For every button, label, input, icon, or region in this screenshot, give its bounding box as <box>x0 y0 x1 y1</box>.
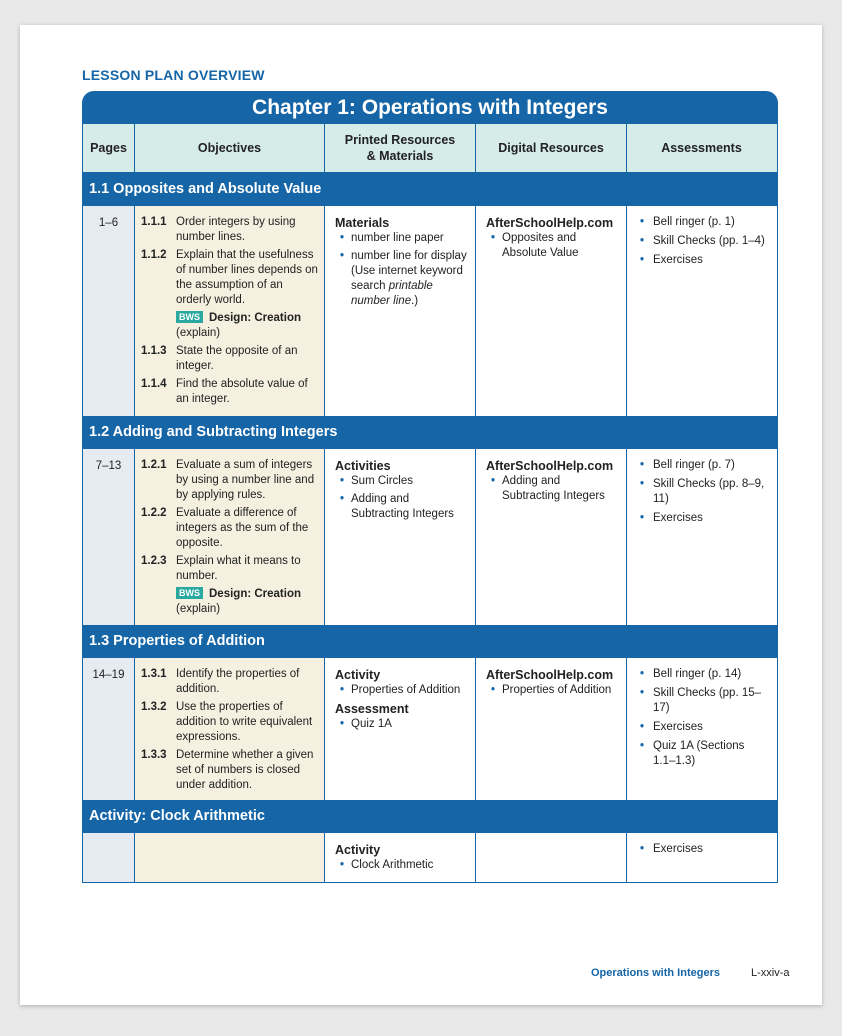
printed-list <box>335 858 467 873</box>
list-item: • Quiz 1A (Sections 1.1–1.3) <box>639 739 768 769</box>
pages-cell: 7–13 <box>83 449 135 625</box>
column-header-pages <box>83 124 135 172</box>
digital-list <box>486 231 618 261</box>
objective-number: 1.1.4 <box>141 378 167 390</box>
objective-number: 1.1.1 <box>141 216 167 228</box>
printed-resources-cell <box>325 833 476 882</box>
objective-item <box>141 700 318 745</box>
bws-badge: BWS <box>176 311 203 323</box>
printed-heading: Materials <box>335 216 390 230</box>
objective-text: Evaluate a sum of integers by using a number line and by applying rules. <box>176 459 315 501</box>
list-item: • Bell ringer (p. 7) <box>639 458 768 473</box>
pages-cell <box>83 833 135 882</box>
bws-title: Design: Creation <box>209 588 302 600</box>
footer-page-number: L-xxiv-a <box>751 967 790 979</box>
bws-badge: BWS <box>176 587 203 599</box>
list-item-text: number line for display <box>351 250 467 262</box>
list-item: • Opposites and Absolute Value <box>486 231 618 261</box>
objective-text: Order integers by using number lines. <box>176 216 296 243</box>
overview-label: LESSON PLAN OVERVIEW <box>82 67 265 83</box>
assessments-list <box>639 667 768 769</box>
printed-note-em: printable number line <box>351 280 433 307</box>
printed-list <box>335 231 467 309</box>
list-item: • number line paper <box>335 231 467 246</box>
document-page <box>20 25 822 1005</box>
printed-resources-cell <box>325 449 476 625</box>
bws-title: Design: Creation <box>209 312 302 324</box>
assessments-list <box>639 842 768 857</box>
digital-heading: AfterSchoolHelp.com <box>486 216 614 230</box>
objective-text: Identify the properties of addition. <box>176 668 300 695</box>
column-header-label: Pages <box>90 141 127 155</box>
objective-item <box>141 377 318 407</box>
objective-text: Use the properties of addition to write equivalent expressions. <box>176 701 313 743</box>
objective-item <box>141 506 318 551</box>
printed-list-2 <box>335 717 467 732</box>
section-title: 1.3 Properties of Addition <box>83 625 777 658</box>
printed-resources-cell <box>325 658 476 800</box>
objective-text: Explain what it means to number. <box>176 555 301 582</box>
printed-heading: Activity <box>335 668 381 682</box>
printed-list <box>335 683 467 698</box>
objectives-cell <box>135 833 325 882</box>
digital-resources-cell <box>476 449 627 625</box>
objective-number: 1.2.2 <box>141 507 167 519</box>
section-row <box>83 206 777 416</box>
printed-heading: Activities <box>335 459 391 473</box>
footer-title: Operations with Integers <box>591 967 720 979</box>
objective-number: 1.3.2 <box>141 701 167 713</box>
objective-item <box>141 748 318 793</box>
digital-list <box>486 683 618 698</box>
chapter-title: Chapter 1: Operations with Integers <box>82 91 778 124</box>
list-item <box>335 249 467 309</box>
objective-number: 1.2.3 <box>141 555 167 567</box>
digital-resources-cell <box>476 658 627 800</box>
objective-item <box>141 554 318 584</box>
lesson-plan-table <box>82 91 778 883</box>
section-row <box>83 658 777 800</box>
objective-text: Find the absolute value of an integer. <box>176 378 308 405</box>
list-item: • Quiz 1A <box>335 717 467 732</box>
objective-text: State the opposite of an integer. <box>176 345 298 372</box>
objectives-cell <box>135 658 325 800</box>
printed-heading: Activity <box>335 843 381 857</box>
column-header-objectives <box>135 124 325 172</box>
list-item: • Properties of Addition <box>486 683 618 698</box>
digital-list <box>486 474 618 504</box>
list-item: • Exercises <box>639 842 768 857</box>
printed-note: (Use internet keyword search <box>351 265 463 292</box>
printed-heading-2: Assessment <box>335 702 409 716</box>
objectives-cell <box>135 449 325 625</box>
objective-number: 1.1.3 <box>141 345 167 357</box>
list-item: • Skill Checks (pp. 1–4) <box>639 234 768 249</box>
section-row <box>83 449 777 625</box>
printed-note-end: .) <box>411 295 419 307</box>
list-item: • Sum Circles <box>335 474 467 489</box>
column-header-label: Assessments <box>661 141 742 155</box>
list-item: • Skill Checks (pp. 15–17) <box>639 686 768 716</box>
column-header-label: Objectives <box>197 141 262 155</box>
objective-number: 1.3.3 <box>141 749 167 761</box>
digital-resources-cell <box>476 206 627 416</box>
section-title: Activity: Clock Arithmetic <box>83 800 777 833</box>
column-header-digital <box>476 124 627 172</box>
section-title: 1.1 Opposites and Absolute Value <box>83 173 777 206</box>
digital-resources-cell <box>476 833 627 882</box>
list-item: • Exercises <box>639 511 768 526</box>
printed-list <box>335 474 467 522</box>
section-row <box>83 833 777 882</box>
bws-note <box>176 311 318 341</box>
assessments-cell <box>627 206 776 416</box>
pages-cell: 14–19 <box>83 658 135 800</box>
column-header-assessments <box>627 124 776 172</box>
bws-sub: (explain) <box>176 603 221 615</box>
list-item: • Bell ringer (p. 14) <box>639 667 768 682</box>
assessments-cell <box>627 449 776 625</box>
list-item: • Adding and Subtracting Integers <box>335 492 467 522</box>
objective-text: Explain that the usefulness of number lines depends on the assumption of an orderly world. <box>176 249 318 306</box>
objective-number: 1.3.1 <box>141 668 167 680</box>
assessments-cell <box>627 658 776 800</box>
list-item: • Skill Checks (pp. 8–9, 11) <box>639 477 768 507</box>
assessments-cell <box>627 833 776 882</box>
objective-text: Determine whether a given set of numbers is closed under addition. <box>176 749 314 791</box>
list-item: • Adding and Subtracting Integers <box>486 474 618 504</box>
objective-item <box>141 215 318 245</box>
column-header-row <box>83 124 777 173</box>
digital-heading: AfterSchoolHelp.com <box>486 459 614 473</box>
objective-item <box>141 344 318 374</box>
objective-text: Evaluate a difference of integers as the sum of the opposite. <box>176 507 309 549</box>
column-header-label: Printed Resources & Materials <box>344 133 456 163</box>
table-grid <box>82 124 778 883</box>
pages-cell: 1–6 <box>83 206 135 416</box>
assessments-list <box>639 215 768 268</box>
section-title: 1.2 Adding and Subtracting Integers <box>83 416 777 449</box>
column-header-label: Digital Resources <box>498 141 604 155</box>
list-item: • Exercises <box>639 720 768 735</box>
objective-item <box>141 248 318 308</box>
objective-item <box>141 667 318 697</box>
printed-resources-cell <box>325 206 476 416</box>
list-item: • Exercises <box>639 253 768 268</box>
list-item: • Clock Arithmetic <box>335 858 467 873</box>
objective-number: 1.1.2 <box>141 249 167 261</box>
objective-item <box>141 458 318 503</box>
list-item: • Bell ringer (p. 1) <box>639 215 768 230</box>
list-item: • Properties of Addition <box>335 683 467 698</box>
objective-number: 1.2.1 <box>141 459 167 471</box>
objectives-cell <box>135 206 325 416</box>
column-header-printed <box>325 124 476 172</box>
bws-sub: (explain) <box>176 327 221 339</box>
assessments-list <box>639 458 768 526</box>
digital-heading: AfterSchoolHelp.com <box>486 668 614 682</box>
bws-note <box>176 587 318 617</box>
